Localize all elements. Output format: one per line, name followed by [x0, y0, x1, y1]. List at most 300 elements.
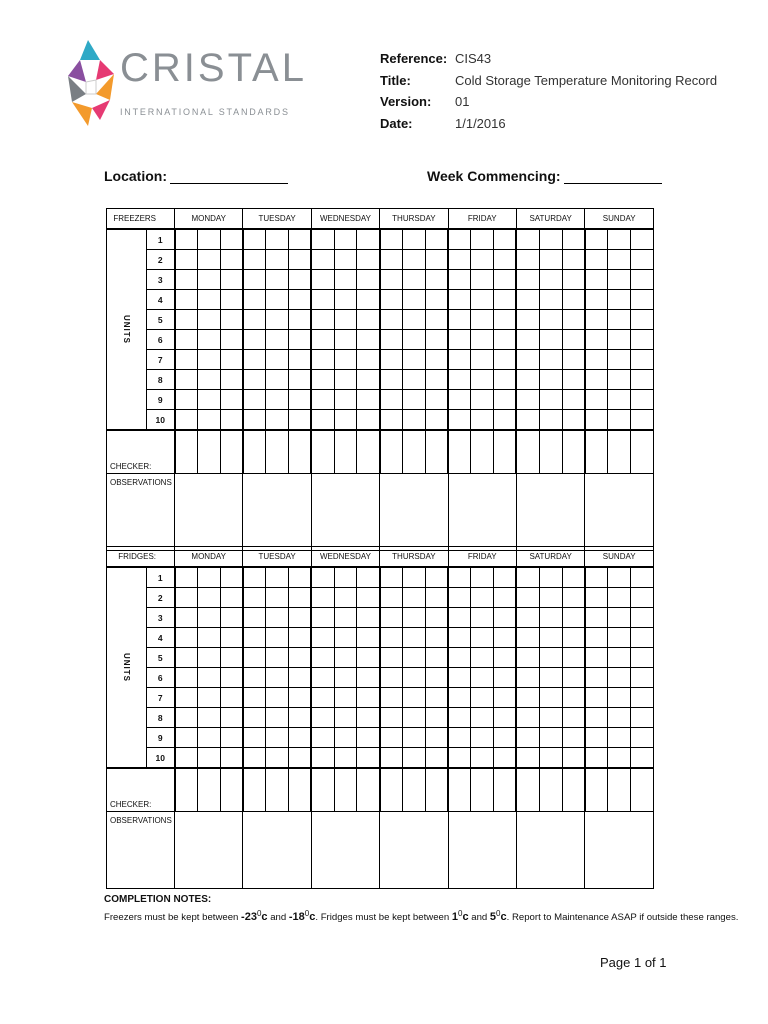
observations-cell[interactable]: [448, 474, 516, 551]
reading-cell[interactable]: [425, 608, 448, 628]
reading-cell[interactable]: [220, 748, 243, 769]
reading-cell[interactable]: [630, 370, 653, 390]
reading-cell[interactable]: [608, 708, 631, 728]
reading-cell[interactable]: [516, 410, 539, 431]
checker-cell[interactable]: [494, 768, 517, 812]
checker-cell[interactable]: [448, 430, 471, 474]
reading-cell[interactable]: [243, 290, 266, 310]
reading-cell[interactable]: [220, 608, 243, 628]
reading-cell[interactable]: [311, 310, 334, 330]
reading-cell[interactable]: [380, 290, 403, 310]
observations-cell[interactable]: [448, 812, 516, 889]
reading-cell[interactable]: [630, 290, 653, 310]
reading-cell[interactable]: [448, 628, 471, 648]
reading-cell[interactable]: [585, 588, 608, 608]
reading-cell[interactable]: [471, 728, 494, 748]
checker-cell[interactable]: [608, 430, 631, 474]
reading-cell[interactable]: [516, 728, 539, 748]
reading-cell[interactable]: [243, 350, 266, 370]
reading-cell[interactable]: [494, 628, 517, 648]
reading-cell[interactable]: [175, 290, 198, 310]
reading-cell[interactable]: [357, 370, 380, 390]
reading-cell[interactable]: [197, 390, 220, 410]
reading-cell[interactable]: [266, 668, 289, 688]
reading-cell[interactable]: [243, 748, 266, 769]
checker-cell[interactable]: [311, 430, 334, 474]
reading-cell[interactable]: [562, 350, 585, 370]
reading-cell[interactable]: [243, 688, 266, 708]
reading-cell[interactable]: [516, 668, 539, 688]
observations-cell[interactable]: [243, 812, 311, 889]
reading-cell[interactable]: [220, 728, 243, 748]
checker-cell[interactable]: [471, 768, 494, 812]
reading-cell[interactable]: [562, 229, 585, 250]
reading-cell[interactable]: [471, 567, 494, 588]
reading-cell[interactable]: [402, 628, 425, 648]
reading-cell[interactable]: [402, 668, 425, 688]
reading-cell[interactable]: [494, 708, 517, 728]
reading-cell[interactable]: [562, 330, 585, 350]
checker-cell[interactable]: [311, 768, 334, 812]
checker-cell[interactable]: [243, 430, 266, 474]
reading-cell[interactable]: [402, 748, 425, 769]
checker-cell[interactable]: [220, 430, 243, 474]
checker-cell[interactable]: [402, 430, 425, 474]
reading-cell[interactable]: [608, 648, 631, 668]
reading-cell[interactable]: [380, 708, 403, 728]
reading-cell[interactable]: [380, 748, 403, 769]
reading-cell[interactable]: [494, 668, 517, 688]
checker-cell[interactable]: [608, 768, 631, 812]
checker-cell[interactable]: [175, 768, 198, 812]
reading-cell[interactable]: [197, 728, 220, 748]
reading-cell[interactable]: [266, 350, 289, 370]
reading-cell[interactable]: [289, 410, 312, 431]
reading-cell[interactable]: [448, 708, 471, 728]
checker-cell[interactable]: [357, 430, 380, 474]
reading-cell[interactable]: [402, 250, 425, 270]
reading-cell[interactable]: [311, 688, 334, 708]
reading-cell[interactable]: [448, 748, 471, 769]
reading-cell[interactable]: [357, 668, 380, 688]
reading-cell[interactable]: [585, 290, 608, 310]
reading-cell[interactable]: [220, 250, 243, 270]
reading-cell[interactable]: [266, 688, 289, 708]
reading-cell[interactable]: [585, 608, 608, 628]
reading-cell[interactable]: [516, 628, 539, 648]
reading-cell[interactable]: [175, 688, 198, 708]
reading-cell[interactable]: [539, 390, 562, 410]
reading-cell[interactable]: [175, 250, 198, 270]
reading-cell[interactable]: [197, 370, 220, 390]
reading-cell[interactable]: [380, 270, 403, 290]
reading-cell[interactable]: [448, 229, 471, 250]
reading-cell[interactable]: [334, 270, 357, 290]
reading-cell[interactable]: [539, 310, 562, 330]
reading-cell[interactable]: [562, 567, 585, 588]
reading-cell[interactable]: [630, 310, 653, 330]
reading-cell[interactable]: [539, 708, 562, 728]
reading-cell[interactable]: [220, 648, 243, 668]
reading-cell[interactable]: [175, 728, 198, 748]
reading-cell[interactable]: [334, 668, 357, 688]
reading-cell[interactable]: [243, 567, 266, 588]
reading-cell[interactable]: [357, 708, 380, 728]
reading-cell[interactable]: [425, 648, 448, 668]
reading-cell[interactable]: [448, 290, 471, 310]
reading-cell[interactable]: [425, 410, 448, 431]
reading-cell[interactable]: [243, 588, 266, 608]
reading-cell[interactable]: [585, 648, 608, 668]
reading-cell[interactable]: [197, 588, 220, 608]
reading-cell[interactable]: [175, 229, 198, 250]
reading-cell[interactable]: [516, 310, 539, 330]
reading-cell[interactable]: [539, 567, 562, 588]
reading-cell[interactable]: [175, 748, 198, 769]
reading-cell[interactable]: [562, 668, 585, 688]
reading-cell[interactable]: [289, 350, 312, 370]
reading-cell[interactable]: [243, 330, 266, 350]
reading-cell[interactable]: [608, 628, 631, 648]
checker-cell[interactable]: [357, 768, 380, 812]
reading-cell[interactable]: [494, 290, 517, 310]
reading-cell[interactable]: [311, 708, 334, 728]
reading-cell[interactable]: [289, 330, 312, 350]
reading-cell[interactable]: [197, 567, 220, 588]
reading-cell[interactable]: [311, 350, 334, 370]
reading-cell[interactable]: [220, 390, 243, 410]
reading-cell[interactable]: [562, 708, 585, 728]
reading-cell[interactable]: [380, 567, 403, 588]
reading-cell[interactable]: [175, 410, 198, 431]
reading-cell[interactable]: [197, 668, 220, 688]
reading-cell[interactable]: [220, 588, 243, 608]
reading-cell[interactable]: [197, 350, 220, 370]
reading-cell[interactable]: [471, 310, 494, 330]
reading-cell[interactable]: [243, 250, 266, 270]
reading-cell[interactable]: [334, 390, 357, 410]
reading-cell[interactable]: [516, 270, 539, 290]
reading-cell[interactable]: [425, 350, 448, 370]
checker-cell[interactable]: [562, 430, 585, 474]
reading-cell[interactable]: [585, 310, 608, 330]
reading-cell[interactable]: [175, 370, 198, 390]
reading-cell[interactable]: [357, 648, 380, 668]
reading-cell[interactable]: [197, 290, 220, 310]
reading-cell[interactable]: [380, 410, 403, 431]
reading-cell[interactable]: [494, 370, 517, 390]
reading-cell[interactable]: [175, 608, 198, 628]
reading-cell[interactable]: [220, 708, 243, 728]
reading-cell[interactable]: [516, 588, 539, 608]
reading-cell[interactable]: [630, 728, 653, 748]
reading-cell[interactable]: [562, 688, 585, 708]
reading-cell[interactable]: [630, 588, 653, 608]
checker-cell[interactable]: [562, 768, 585, 812]
reading-cell[interactable]: [311, 370, 334, 390]
reading-cell[interactable]: [516, 688, 539, 708]
reading-cell[interactable]: [220, 270, 243, 290]
reading-cell[interactable]: [175, 567, 198, 588]
reading-cell[interactable]: [630, 628, 653, 648]
reading-cell[interactable]: [175, 310, 198, 330]
reading-cell[interactable]: [197, 708, 220, 728]
reading-cell[interactable]: [471, 608, 494, 628]
reading-cell[interactable]: [425, 290, 448, 310]
reading-cell[interactable]: [175, 708, 198, 728]
reading-cell[interactable]: [288, 608, 311, 628]
reading-cell[interactable]: [357, 290, 380, 310]
reading-cell[interactable]: [608, 748, 631, 769]
reading-cell[interactable]: [243, 648, 266, 668]
checker-cell[interactable]: [380, 430, 403, 474]
reading-cell[interactable]: [471, 708, 494, 728]
reading-cell[interactable]: [357, 310, 380, 330]
reading-cell[interactable]: [197, 229, 220, 250]
reading-cell[interactable]: [266, 370, 289, 390]
reading-cell[interactable]: [266, 310, 289, 330]
reading-cell[interactable]: [425, 628, 448, 648]
reading-cell[interactable]: [380, 390, 403, 410]
reading-cell[interactable]: [494, 229, 517, 250]
reading-cell[interactable]: [516, 370, 539, 390]
reading-cell[interactable]: [197, 310, 220, 330]
reading-cell[interactable]: [448, 668, 471, 688]
reading-cell[interactable]: [630, 668, 653, 688]
reading-cell[interactable]: [539, 350, 562, 370]
reading-cell[interactable]: [562, 390, 585, 410]
reading-cell[interactable]: [494, 608, 517, 628]
reading-cell[interactable]: [380, 688, 403, 708]
reading-cell[interactable]: [220, 330, 243, 350]
reading-cell[interactable]: [608, 668, 631, 688]
reading-cell[interactable]: [311, 250, 334, 270]
reading-cell[interactable]: [197, 748, 220, 769]
reading-cell[interactable]: [175, 668, 198, 688]
observations-cell[interactable]: [311, 474, 379, 551]
reading-cell[interactable]: [494, 688, 517, 708]
reading-cell[interactable]: [539, 370, 562, 390]
reading-cell[interactable]: [334, 648, 357, 668]
reading-cell[interactable]: [608, 567, 631, 588]
reading-cell[interactable]: [380, 608, 403, 628]
reading-cell[interactable]: [289, 310, 312, 330]
reading-cell[interactable]: [266, 728, 289, 748]
reading-cell[interactable]: [357, 410, 380, 431]
reading-cell[interactable]: [311, 270, 334, 290]
reading-cell[interactable]: [197, 250, 220, 270]
reading-cell[interactable]: [630, 410, 653, 431]
reading-cell[interactable]: [494, 728, 517, 748]
checker-cell[interactable]: [585, 768, 608, 812]
reading-cell[interactable]: [380, 668, 403, 688]
reading-cell[interactable]: [448, 330, 471, 350]
reading-cell[interactable]: [608, 250, 631, 270]
reading-cell[interactable]: [608, 310, 631, 330]
reading-cell[interactable]: [585, 390, 608, 410]
reading-cell[interactable]: [494, 410, 517, 431]
reading-cell[interactable]: [448, 567, 471, 588]
reading-cell[interactable]: [402, 708, 425, 728]
reading-cell[interactable]: [197, 688, 220, 708]
reading-cell[interactable]: [220, 290, 243, 310]
reading-cell[interactable]: [471, 628, 494, 648]
reading-cell[interactable]: [334, 628, 357, 648]
reading-cell[interactable]: [562, 410, 585, 431]
reading-cell[interactable]: [562, 648, 585, 668]
reading-cell[interactable]: [357, 608, 380, 628]
reading-cell[interactable]: [334, 728, 357, 748]
reading-cell[interactable]: [334, 250, 357, 270]
reading-cell[interactable]: [448, 688, 471, 708]
reading-cell[interactable]: [175, 390, 198, 410]
reading-cell[interactable]: [380, 648, 403, 668]
reading-cell[interactable]: [516, 748, 539, 769]
reading-cell[interactable]: [585, 250, 608, 270]
reading-cell[interactable]: [175, 350, 198, 370]
reading-cell[interactable]: [516, 290, 539, 310]
reading-cell[interactable]: [197, 608, 220, 628]
reading-cell[interactable]: [266, 588, 289, 608]
reading-cell[interactable]: [266, 648, 289, 668]
checker-cell[interactable]: [266, 768, 289, 812]
reading-cell[interactable]: [539, 330, 562, 350]
reading-cell[interactable]: [608, 390, 631, 410]
reading-cell[interactable]: [425, 390, 448, 410]
reading-cell[interactable]: [380, 370, 403, 390]
reading-cell[interactable]: [494, 250, 517, 270]
reading-cell[interactable]: [608, 290, 631, 310]
reading-cell[interactable]: [516, 608, 539, 628]
reading-cell[interactable]: [311, 410, 334, 431]
checker-cell[interactable]: [243, 768, 266, 812]
reading-cell[interactable]: [539, 229, 562, 250]
reading-cell[interactable]: [539, 688, 562, 708]
reading-cell[interactable]: [562, 310, 585, 330]
reading-cell[interactable]: [425, 250, 448, 270]
reading-cell[interactable]: [539, 628, 562, 648]
observations-cell[interactable]: [380, 474, 448, 551]
checker-cell[interactable]: [585, 430, 608, 474]
reading-cell[interactable]: [311, 229, 334, 250]
reading-cell[interactable]: [380, 250, 403, 270]
reading-cell[interactable]: [334, 370, 357, 390]
checker-cell[interactable]: [380, 768, 403, 812]
reading-cell[interactable]: [539, 648, 562, 668]
reading-cell[interactable]: [175, 648, 198, 668]
reading-cell[interactable]: [585, 330, 608, 350]
reading-cell[interactable]: [448, 608, 471, 628]
reading-cell[interactable]: [266, 567, 289, 588]
reading-cell[interactable]: [425, 370, 448, 390]
reading-cell[interactable]: [539, 290, 562, 310]
reading-cell[interactable]: [266, 748, 289, 769]
reading-cell[interactable]: [585, 410, 608, 431]
reading-cell[interactable]: [471, 250, 494, 270]
observations-cell[interactable]: [516, 812, 584, 889]
reading-cell[interactable]: [357, 270, 380, 290]
reading-cell[interactable]: [220, 688, 243, 708]
reading-cell[interactable]: [311, 567, 334, 588]
checker-cell[interactable]: [539, 768, 562, 812]
reading-cell[interactable]: [448, 250, 471, 270]
reading-cell[interactable]: [539, 728, 562, 748]
reading-cell[interactable]: [357, 567, 380, 588]
reading-cell[interactable]: [471, 648, 494, 668]
checker-cell[interactable]: [448, 768, 471, 812]
reading-cell[interactable]: [630, 250, 653, 270]
checker-cell[interactable]: [425, 430, 448, 474]
reading-cell[interactable]: [334, 330, 357, 350]
reading-cell[interactable]: [448, 648, 471, 668]
reading-cell[interactable]: [289, 370, 312, 390]
reading-cell[interactable]: [494, 588, 517, 608]
reading-cell[interactable]: [288, 588, 311, 608]
reading-cell[interactable]: [539, 748, 562, 769]
reading-cell[interactable]: [471, 330, 494, 350]
reading-cell[interactable]: [585, 370, 608, 390]
reading-cell[interactable]: [402, 350, 425, 370]
reading-cell[interactable]: [197, 410, 220, 431]
observations-cell[interactable]: [585, 474, 654, 551]
reading-cell[interactable]: [380, 229, 403, 250]
reading-cell[interactable]: [448, 410, 471, 431]
reading-cell[interactable]: [266, 390, 289, 410]
reading-cell[interactable]: [630, 330, 653, 350]
reading-cell[interactable]: [380, 310, 403, 330]
reading-cell[interactable]: [402, 310, 425, 330]
reading-cell[interactable]: [425, 728, 448, 748]
reading-cell[interactable]: [585, 728, 608, 748]
checker-cell[interactable]: [630, 768, 653, 812]
reading-cell[interactable]: [266, 270, 289, 290]
reading-cell[interactable]: [334, 310, 357, 330]
checker-cell[interactable]: [630, 430, 653, 474]
reading-cell[interactable]: [402, 410, 425, 431]
reading-cell[interactable]: [539, 270, 562, 290]
reading-cell[interactable]: [243, 390, 266, 410]
reading-cell[interactable]: [266, 628, 289, 648]
reading-cell[interactable]: [380, 628, 403, 648]
reading-cell[interactable]: [425, 270, 448, 290]
reading-cell[interactable]: [471, 668, 494, 688]
checker-cell[interactable]: [175, 430, 198, 474]
reading-cell[interactable]: [289, 270, 312, 290]
reading-cell[interactable]: [448, 728, 471, 748]
reading-cell[interactable]: [266, 708, 289, 728]
reading-cell[interactable]: [402, 648, 425, 668]
reading-cell[interactable]: [539, 410, 562, 431]
reading-cell[interactable]: [608, 229, 631, 250]
reading-cell[interactable]: [288, 688, 311, 708]
reading-cell[interactable]: [630, 648, 653, 668]
reading-cell[interactable]: [334, 608, 357, 628]
reading-cell[interactable]: [357, 229, 380, 250]
reading-cell[interactable]: [608, 688, 631, 708]
reading-cell[interactable]: [630, 390, 653, 410]
reading-cell[interactable]: [516, 390, 539, 410]
reading-cell[interactable]: [630, 270, 653, 290]
reading-cell[interactable]: [471, 390, 494, 410]
reading-cell[interactable]: [585, 748, 608, 769]
reading-cell[interactable]: [220, 668, 243, 688]
reading-cell[interactable]: [562, 270, 585, 290]
reading-cell[interactable]: [448, 270, 471, 290]
reading-cell[interactable]: [539, 588, 562, 608]
reading-cell[interactable]: [562, 370, 585, 390]
reading-cell[interactable]: [402, 270, 425, 290]
reading-cell[interactable]: [243, 270, 266, 290]
